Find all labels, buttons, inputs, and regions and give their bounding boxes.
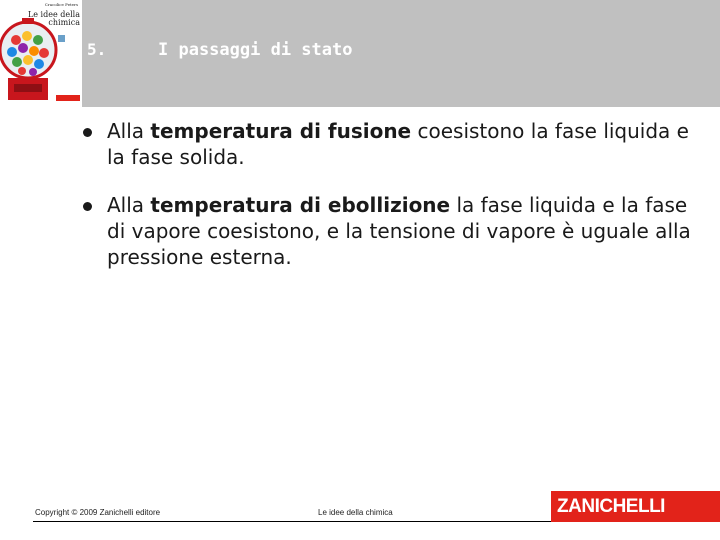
bullet-text-bold: temperatura di fusione [150, 119, 412, 143]
cover-title-line-1: Le idee della [27, 10, 80, 19]
bullet-item [75, 118, 697, 170]
cover-authors: Cracolice Peters [44, 2, 78, 7]
section-number: 5. [87, 40, 107, 59]
cover-title-line-2: chimica [48, 18, 80, 27]
section-title: I passaggi di stato [158, 40, 353, 60]
bullet-dot-icon [83, 202, 92, 211]
publisher-logo-text: ZANICHELLI [557, 496, 665, 517]
header-bar [0, 0, 720, 107]
bullet-text-post: la fase liquida e la fase di vapore coesistono, e la tensione di vapore è uguale alla pressione esterna. [107, 193, 691, 269]
bullet-item [75, 192, 697, 270]
book-cover-image [0, 0, 82, 107]
footer-copyright: Copyright © 2009 Zanichelli editore [35, 508, 161, 517]
cover-title [0, 11, 80, 27]
bullet-text-post: coesistono la fase liquida e la fase solida. [107, 119, 689, 169]
cover-publisher-badge [56, 95, 80, 101]
bullet-text-pre: Alla [107, 119, 151, 143]
publisher-logo [551, 491, 720, 522]
bullet-text-bold: temperatura di ebollizione [150, 193, 451, 217]
bullet-dot-icon [83, 128, 92, 137]
footer-book-title: Le idee della chimica [318, 508, 393, 517]
cover-small-logo [58, 35, 65, 42]
bullet-text-pre: Alla [107, 193, 151, 217]
bullet-list [75, 118, 705, 292]
